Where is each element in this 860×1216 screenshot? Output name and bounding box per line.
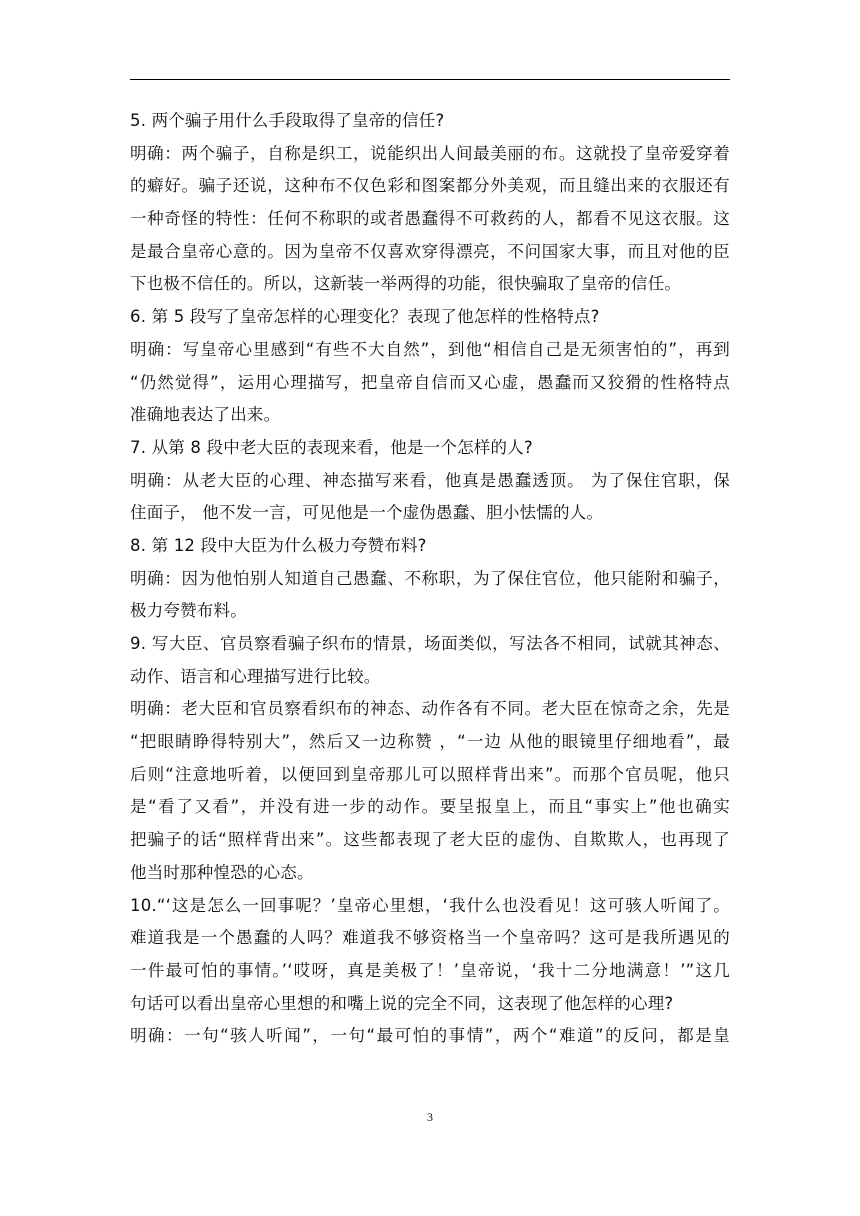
question-7 <box>130 432 730 465</box>
answer-7 <box>130 465 730 530</box>
answer-10 <box>130 1020 730 1053</box>
answer-9 <box>130 693 730 889</box>
text-line: 10.“‘这是怎么一回事呢？’皇帝心里想，‘我什么也没看见！这可骇人听闻了。 <box>130 895 730 915</box>
question-5 <box>130 105 730 138</box>
text-line: 准确地表达了出来。 <box>130 405 281 425</box>
question-10 <box>130 890 730 1021</box>
question-6 <box>130 301 730 334</box>
text-line: 的癖好。骗子还说，这种布不仅色彩和图案都分外美观，而且缝出来的衣服还有 <box>130 176 730 196</box>
text-line: 9. 写大臣、官员察看骗子织布的情景，场面类似，写法各不相同，试就其神态、 <box>130 634 730 653</box>
header-rule <box>130 79 730 80</box>
text-line: 动作、语言和心理描写进行比较。 <box>130 666 381 686</box>
text-line: 明确：从老大臣的心理、神态描写来看，他真是愚蠢透顶。 为了保住官职，保 <box>130 470 730 490</box>
answer-5 <box>130 138 730 301</box>
text-line: 住面子， 他不发一言，可见他是一个虚伪愚蠢、胆小怯懦的人。 <box>130 503 604 523</box>
text-line: 是最合皇帝心意的。因为皇帝不仅喜欢穿得漂亮，不问国家大事，而且对他的臣 <box>130 241 730 261</box>
question-8 <box>130 530 730 563</box>
text-line: 6. 第 5 段写了皇帝怎样的心理变化？表现了他怎样的性格特点? <box>130 307 600 327</box>
text-line: 8. 第 12 段中大臣为什么极力夸赞布料? <box>130 535 427 555</box>
text-line: 明确：因为他怕别人知道自己愚蠢、不称职，为了保住官位，他只能附和骗子， <box>130 568 730 588</box>
text-line: 明确：写皇帝心里感到“有些不大自然”，到他“相信自己是无须害怕的”，再到 <box>130 339 730 359</box>
text-line: 下也极不信任的。所以，这新装一举两得的功能，很快骗取了皇帝的信任。 <box>130 274 682 294</box>
question-9 <box>130 628 730 693</box>
text-line: 把骗子的话“照样背出来”。这些都表现了老大臣的虚伪、自欺欺人，也再现了 <box>130 830 730 850</box>
page-number: 3 <box>427 1110 433 1124</box>
text-line: 7. 从第 8 段中老大臣的表现来看，他是一个怎样的人? <box>130 437 533 457</box>
text-line: 句话可以看出皇帝心里想的和嘴上说的完全不同，这表现了他怎样的心理? <box>130 993 674 1013</box>
text-line: “把眼睛睁得特别大”，然后又一边称赞 ，“一边 从他的眼镜里仔细地看”，最 <box>130 732 730 752</box>
text-line: 后则“注意地听着，以便回到皇帝那儿可以照样背出来”。而那个官员呢，他只 <box>130 764 730 784</box>
text-line: 明确：两个骗子，自称是织工，说能织出人间最美丽的布。这就投了皇帝爱穿着 <box>130 143 730 163</box>
document-body <box>130 105 730 1053</box>
text-line: 明确：一句“骇人听闻”，一句“最可怕的事情”，两个“难道”的反问，都是皇 <box>130 1026 730 1046</box>
text-line: 5. 两个骗子用什么手段取得了皇帝的信任? <box>130 111 445 130</box>
answer-8 <box>130 563 730 628</box>
text-line: 明确：老大臣和官员察看织布的神态、动作各有不同。老大臣在惊奇之余，先是 <box>130 699 730 719</box>
text-line: 一件最可怕的事情。’‘哎呀，真是美极了！’皇帝说，‘我十二分地满意！’”这几 <box>130 960 730 980</box>
text-line: 极力夸赞布料。 <box>130 601 247 621</box>
text-line: “仍然觉得”，运用心理描写，把皇帝自信而又心虚，愚蠢而又狡猾的性格特点 <box>130 372 730 392</box>
text-line: 难道我是一个愚蠢的人吗？难道我不够资格当一个皇帝吗？这可是我所遇见的 <box>130 928 730 948</box>
text-line: 是“看了又看”，并没有进一步的动作。要呈报皇上，而且“事实上”他也确实 <box>130 797 730 817</box>
answer-6 <box>130 334 730 432</box>
text-line: 一种奇怪的特性：任何不称职的或者愚蠢得不可救药的人，都看不见这衣服。这 <box>130 209 730 229</box>
text-line: 他当时那种惶恐的心态。 <box>130 862 314 882</box>
